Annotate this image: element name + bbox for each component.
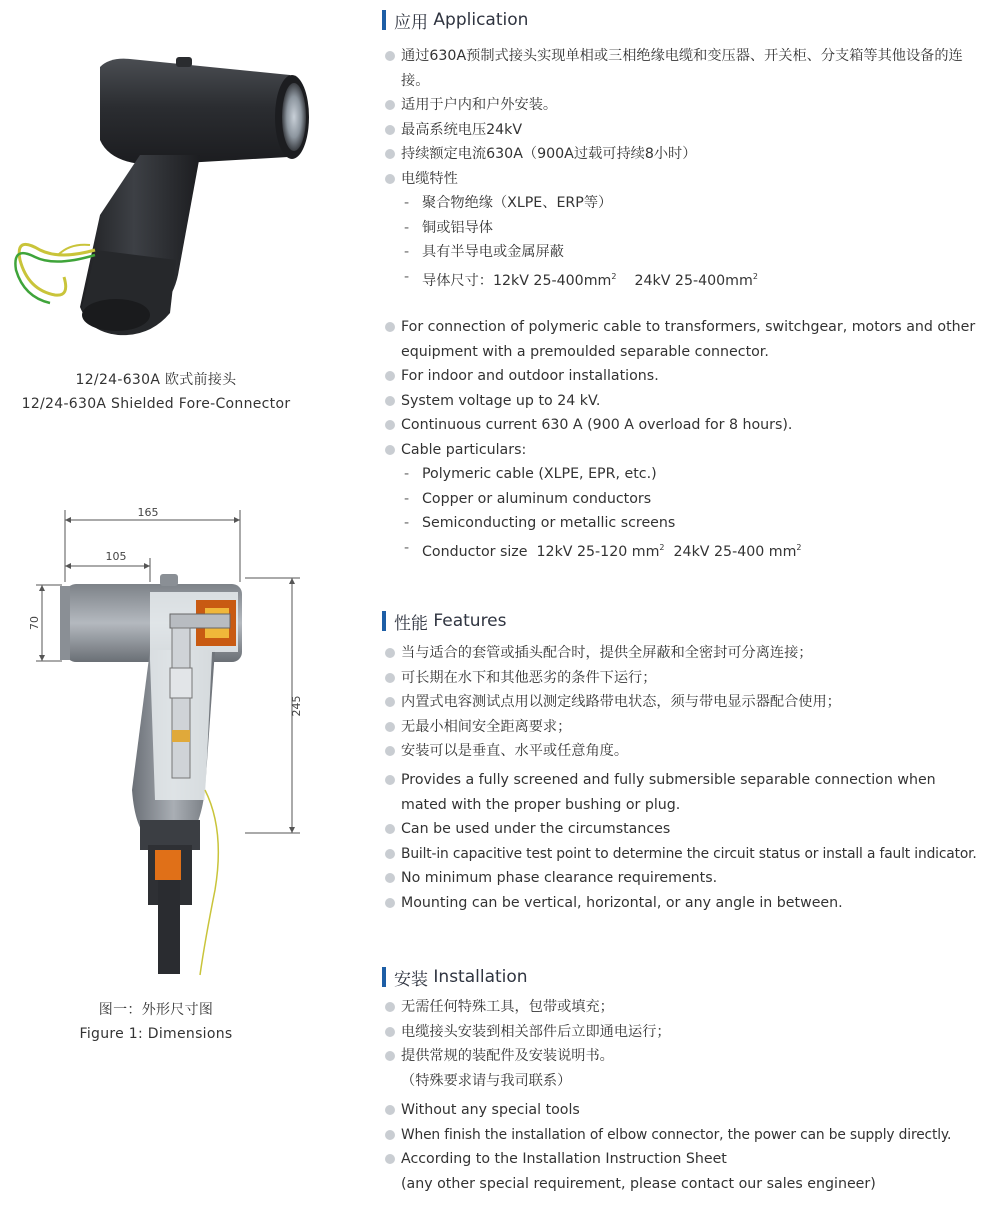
list-item: 安装可以是垂直、水平或任意角度。	[384, 739, 976, 764]
bullet-icon	[385, 1027, 395, 1037]
bullet-icon	[385, 125, 395, 135]
list-item: Cable particulars:	[384, 438, 976, 463]
bullet-icon	[385, 371, 395, 381]
bullet-icon	[385, 824, 395, 834]
list-item: No minimum phase clearance requirements.	[384, 866, 976, 891]
heading-bar	[382, 10, 386, 30]
list-item: 最高系统电压24kV	[384, 118, 976, 143]
list-item: Continuous current 630 A (900 A overload for 8 hours).	[384, 413, 976, 438]
installation-cn-note: （特殊要求请与我司联系）	[401, 1072, 572, 1089]
sub-item: - Copper or aluminum conductors	[404, 490, 652, 507]
dim-105: 105	[105, 550, 127, 563]
list-item: 持续额定电流630A（900A过载可持续8小时）	[384, 142, 976, 167]
bullet-icon	[385, 648, 395, 658]
product-caption	[0, 368, 312, 416]
features-title-cn: 性能	[394, 613, 428, 634]
bullet-icon	[385, 174, 395, 184]
features-en-list	[384, 768, 976, 915]
list-item: 提供常规的装配件及安装说明书。	[384, 1044, 976, 1069]
installation-en-note: (any other special requirement, please contact our sales engineer)	[401, 1175, 876, 1192]
sub-item: - 铜或铝导体	[404, 219, 493, 236]
bullet-icon	[385, 1051, 395, 1061]
heading-bar	[382, 967, 386, 987]
list-item: Built-in capacitive test point to determine the circuit status or install a fault indicator.	[384, 842, 976, 867]
list-item: Provides a fully screened and fully submersible separable connection when mated with the proper bushing or plug.	[384, 768, 976, 817]
bullet-icon	[385, 445, 395, 455]
features-title-en: Features	[433, 611, 507, 631]
sub-item: - 具有半导电或金属屏蔽	[404, 244, 564, 260]
sub-item-conductor-cn: - 导体尺寸：12kV $25-400mm^2$ 24kV $25-400mm^2$	[404, 268, 758, 289]
product-photo	[0, 45, 330, 345]
bullet-icon	[385, 420, 395, 430]
list-item: For indoor and outdoor installations.	[384, 364, 976, 389]
product-caption-en: 12/24-630A Shielded Fore-Connector	[21, 396, 291, 412]
dim-245: 245	[290, 695, 303, 717]
dim-165: 165	[137, 506, 159, 519]
installation-cn-list	[384, 995, 976, 1093]
bullet-icon	[385, 1002, 395, 1012]
installation-title-en: Installation	[433, 967, 528, 987]
installation-heading	[382, 967, 528, 990]
bullet-icon	[385, 149, 395, 159]
list-item: When finish the installation of elbow connector, the power can be supply directly.	[384, 1123, 976, 1148]
application-title-cn: 应用	[394, 12, 428, 33]
list-item: According to the Installation Instruction Sheet	[384, 1147, 976, 1172]
bullet-icon	[385, 898, 395, 908]
dimension-drawing	[0, 500, 330, 980]
list-item: 电缆特性	[384, 167, 976, 192]
right-column	[380, 0, 980, 1205]
list-item: 电缆接头安装到相关部件后立即通电运行；	[384, 1020, 976, 1045]
list-item: Without any special tools	[384, 1098, 976, 1123]
sub-item: - Polymeric cable (XLPE, EPR, etc.)	[404, 466, 657, 482]
installation-en-list	[384, 1098, 976, 1196]
application-title-en: Application	[433, 10, 529, 30]
figure-caption-en: Figure 1: Dimensions	[79, 1026, 233, 1042]
list-item: 无需任何特殊工具，包带或填充；	[384, 995, 976, 1020]
bullet-icon	[385, 396, 395, 406]
bullet-icon	[385, 322, 395, 332]
features-heading	[382, 611, 507, 634]
list-item: 适用于户内和户外安装。	[384, 93, 976, 118]
list-item: 通过630A预制式接头实现单相或三相绝缘电缆和变压器、开关柜、分支箱等其他设备的连接。	[384, 44, 976, 93]
bullet-icon	[385, 849, 395, 859]
list-item: 内置式电容测试点用以测定线路带电状态，须与带电显示器配合使用；	[384, 690, 976, 715]
bullet-icon	[385, 722, 395, 732]
bullet-icon	[385, 100, 395, 110]
list-item: For connection of polymeric cable to transformers, switchgear, motors and other equipment with a premoulded separable connector.	[384, 315, 976, 364]
bullet-icon	[385, 1154, 395, 1164]
installation-title-cn: 安装	[394, 969, 428, 990]
list-item: 当与适合的套管或插头配合时，提供全屏蔽和全密封可分离连接；	[384, 641, 976, 666]
list-item: 可长期在水下和其他恶劣的条件下运行；	[384, 666, 976, 691]
bullet-icon	[385, 873, 395, 883]
sub-item: - 聚合物绝缘（XLPE、ERP等）	[404, 195, 613, 211]
bullet-icon	[385, 673, 395, 683]
heading-bar	[382, 611, 386, 631]
bullet-icon	[385, 746, 395, 756]
list-item: System voltage up to 24 kV.	[384, 389, 976, 414]
product-caption-cn: 12/24-630A 欧式前接头	[75, 372, 237, 388]
bullet-icon	[385, 1130, 395, 1140]
dim-70: 70	[28, 616, 41, 630]
bullet-icon	[385, 697, 395, 707]
application-heading	[382, 10, 529, 33]
bullet-icon	[385, 51, 395, 61]
bullet-icon	[385, 775, 395, 785]
application-cn-list	[384, 44, 976, 293]
left-column	[0, 0, 370, 1205]
figure-caption-cn: 图一：外形尺寸图	[98, 1002, 214, 1018]
list-item: Mounting can be vertical, horizontal, or any angle in between.	[384, 891, 976, 916]
list-item: Can be used under the circumstances	[384, 817, 976, 842]
features-cn-list	[384, 641, 976, 764]
sub-item: - Semiconducting or metallic screens	[404, 515, 676, 531]
application-en-list	[384, 315, 976, 564]
bullet-icon	[385, 1105, 395, 1115]
list-item: 无最小相间安全距离要求；	[384, 715, 976, 740]
sub-item-conductor-en: - Conductor size 12kV 25-120 $mm^2$ 24kV 25-400 $mm^2$	[404, 539, 802, 560]
figure-caption	[0, 998, 312, 1046]
